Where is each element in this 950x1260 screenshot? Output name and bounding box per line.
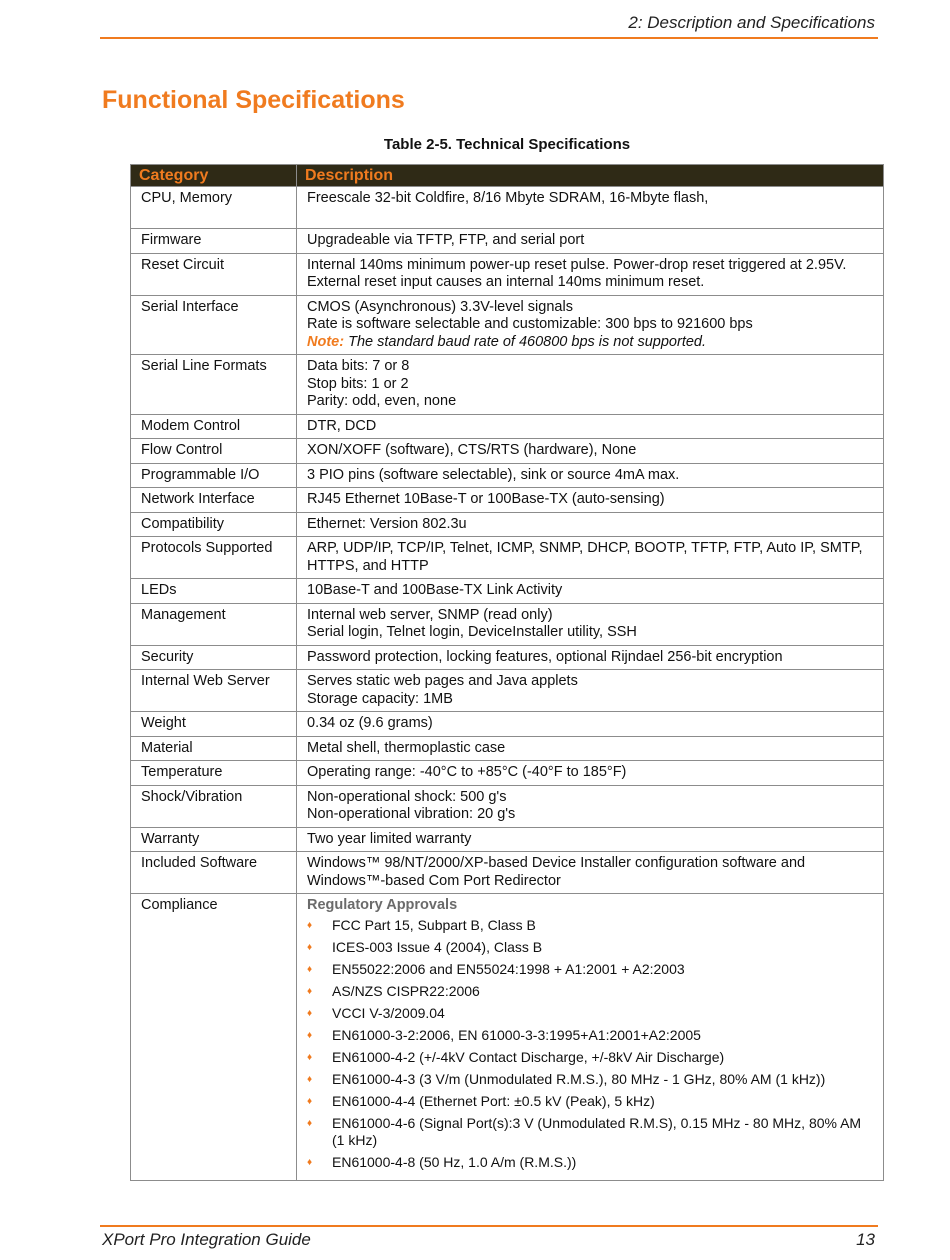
- description-cell: [297, 355, 884, 415]
- category-cell: Compatibility: [131, 512, 297, 537]
- list-item-text: AS/NZS CISPR22:2006: [332, 982, 480, 999]
- list-item-text: EN61000-3-2:2006, EN 61000-3-3:1995+A1:2001+A2:2005: [332, 1026, 701, 1043]
- diamond-bullet-icon: ♦: [307, 1029, 313, 1041]
- specifications-table: [130, 164, 884, 1181]
- description-cell: [297, 761, 884, 786]
- table-row-compliance: [131, 894, 884, 1181]
- category-cell: Security: [131, 645, 297, 670]
- description-cell: [297, 187, 884, 229]
- description-cell: [297, 488, 884, 513]
- diamond-bullet-icon: ♦: [307, 919, 313, 931]
- table-row: [131, 187, 884, 229]
- list-item: [307, 1093, 873, 1111]
- category-cell: Shock/Vibration: [131, 785, 297, 827]
- description-cell: [297, 827, 884, 852]
- category-cell: Reset Circuit: [131, 253, 297, 295]
- description-line: Non-operational vibration: 20 g's: [307, 806, 516, 822]
- description-line: Storage capacity: 1MB: [307, 690, 453, 707]
- description-cell: [297, 229, 884, 254]
- description-cell: [297, 894, 884, 1181]
- diamond-bullet-icon: ♦: [307, 1117, 313, 1129]
- table-header-row: [131, 165, 884, 187]
- table-row: [131, 229, 884, 254]
- list-item-text: EN55022:2006 and EN55024:1998 + A1:2001 + A2:2003: [332, 960, 685, 977]
- table-row: [131, 852, 884, 894]
- list-item: [307, 983, 873, 1001]
- description-line: XON/XOFF (software), CTS/RTS (hardware), None: [307, 442, 637, 458]
- description-line: Serial login, Telnet login, DeviceInstaller utility, SSH: [307, 624, 637, 640]
- diamond-bullet-icon: ♦: [307, 1157, 313, 1168]
- category-cell: Flow Control: [131, 439, 297, 464]
- diamond-bullet-icon: ♦: [307, 1095, 313, 1107]
- column-header-category: Category: [131, 165, 297, 187]
- category-cell: Included Software: [131, 852, 297, 894]
- description-line: [307, 208, 873, 226]
- category-cell: Internal Web Server: [131, 670, 297, 712]
- description-cell: [297, 852, 884, 894]
- description-cell: [297, 512, 884, 537]
- list-item-text: EN61000-4-4 (Ethernet Port: ±0.5 kV (Peak), 5 kHz): [332, 1092, 655, 1109]
- category-cell: Management: [131, 603, 297, 645]
- category-cell: Warranty: [131, 827, 297, 852]
- description-cell: [297, 670, 884, 712]
- description-line: Ethernet: Version 802.3u: [307, 515, 467, 532]
- header-rule: [100, 37, 878, 39]
- category-cell: Network Interface: [131, 488, 297, 513]
- page-number: 13: [856, 1230, 875, 1249]
- category-cell: LEDs: [131, 579, 297, 604]
- table-row: [131, 712, 884, 737]
- list-item-text: FCC Part 15, Subpart B, Class B: [332, 916, 536, 933]
- table-row: [131, 414, 884, 439]
- list-item: [307, 1049, 873, 1067]
- category-cell: Weight: [131, 712, 297, 737]
- table-row: [131, 488, 884, 513]
- table-row: [131, 761, 884, 786]
- category-cell: CPU, Memory: [131, 187, 297, 229]
- description-cell: [297, 295, 884, 355]
- description-line: Rate is software selectable and customizable: 300 bps to 921600 bps: [307, 316, 753, 332]
- description-cell: [297, 414, 884, 439]
- description-cell: [297, 712, 884, 737]
- description-line: Non-operational shock: 500 g's: [307, 788, 507, 805]
- list-item-text: EN61000-4-6 (Signal Port(s):3 V (Unmodulated R.M.S), 0.15 MHz - 80 MHz, 80% AM (1 kHz): [332, 1114, 862, 1148]
- list-item: [307, 1154, 873, 1172]
- diamond-bullet-icon: ♦: [307, 985, 313, 997]
- description-cell: [297, 579, 884, 604]
- table-row: [131, 355, 884, 415]
- description-line: CMOS (Asynchronous) 3.3V-level signals: [307, 298, 573, 315]
- description-line: Windows™ 98/NT/2000/XP-based Device Installer configuration software and Windows™-based Com Port Redirector: [307, 855, 806, 889]
- diamond-bullet-icon: ♦: [307, 1073, 313, 1085]
- list-item: [307, 961, 873, 979]
- description-line: Password protection, locking features, optional Rijndael 256-bit encryption: [307, 648, 783, 665]
- description-line: Two year limited warranty: [307, 830, 472, 847]
- list-item-text: EN61000-4-3 (3 V/m (Unmodulated R.M.S.), 80 MHz - 1 GHz, 80% AM (1 kHz)): [332, 1070, 826, 1087]
- list-item-text: EN61000-4-2 (+/-4kV Contact Discharge, +/-8kV Air Discharge): [332, 1048, 725, 1065]
- table-row: [131, 670, 884, 712]
- footer-title: XPort Pro Integration Guide: [102, 1230, 311, 1249]
- list-item: [307, 1005, 873, 1023]
- table-row: [131, 736, 884, 761]
- regulatory-approvals-list: [307, 917, 873, 1172]
- description-line: Internal 140ms minimum power-up reset pulse. Power-drop reset triggered at 2.95V. External reset input causes an internal 140ms minimum reset.: [307, 256, 847, 290]
- running-header: 2: Description and Specifications: [628, 13, 875, 32]
- description-line: ARP, UDP/IP, TCP/IP, Telnet, ICMP, SNMP, DHCP, BOOTP, TFTP, FTP, Auto IP, SMTP, HTTPS, and HTTP: [307, 540, 863, 574]
- category-cell: Protocols Supported: [131, 537, 297, 579]
- description-line: Operating range: -40°C to +85°C (-40°F to 185°F): [307, 764, 627, 780]
- list-item-text: VCCI V-3/2009.04: [332, 1004, 445, 1021]
- description-cell: [297, 645, 884, 670]
- description-cell: [297, 736, 884, 761]
- list-item: [307, 1071, 873, 1089]
- description-line: Parity: odd, even, none: [307, 393, 457, 409]
- list-item: [307, 1115, 873, 1150]
- table-row: [131, 603, 884, 645]
- category-cell: Material: [131, 736, 297, 761]
- description-cell: [297, 785, 884, 827]
- table-row: [131, 253, 884, 295]
- description-line: Upgradeable via TFTP, FTP, and serial port: [307, 232, 585, 248]
- description-cell: [297, 439, 884, 464]
- footer-rule: [100, 1225, 878, 1227]
- list-item: [307, 939, 873, 957]
- table-body: [131, 187, 884, 1181]
- section-title: Functional Specifications: [102, 86, 405, 114]
- description-line: 0.34 oz (9.6 grams): [307, 715, 433, 731]
- description-cell: [297, 537, 884, 579]
- diamond-bullet-icon: ♦: [307, 1051, 313, 1063]
- category-cell: Programmable I/O: [131, 463, 297, 488]
- note-line: [307, 334, 873, 352]
- table-row: [131, 827, 884, 852]
- category-cell: Modem Control: [131, 414, 297, 439]
- diamond-bullet-icon: ♦: [307, 963, 313, 975]
- table-row: [131, 785, 884, 827]
- description-cell: [297, 253, 884, 295]
- column-header-description: Description: [297, 165, 884, 187]
- description-line: 10Base-T and 100Base-TX Link Activity: [307, 582, 563, 598]
- note-text: The standard baud rate of 460800 bps is not supported.: [344, 333, 707, 350]
- note-label: Note:: [307, 333, 345, 350]
- diamond-bullet-icon: ♦: [307, 941, 313, 953]
- diamond-bullet-icon: ♦: [307, 1007, 313, 1019]
- list-item-text: EN61000-4-8 (50 Hz, 1.0 A/m (R.M.S.)): [332, 1154, 577, 1170]
- category-cell: Firmware: [131, 229, 297, 254]
- list-item: [307, 1027, 873, 1045]
- list-item: [307, 917, 873, 935]
- table-row: [131, 537, 884, 579]
- description-line: RJ45 Ethernet 10Base-T or 100Base-TX (auto-sensing): [307, 491, 665, 507]
- description-line: Metal shell, thermoplastic case: [307, 739, 506, 756]
- description-cell: [297, 603, 884, 645]
- table-row: [131, 295, 884, 355]
- description-line: Internal web server, SNMP (read only): [307, 606, 553, 623]
- description-cell: [297, 463, 884, 488]
- regulatory-approvals-heading: Regulatory Approvals: [307, 897, 458, 913]
- description-line: Stop bits: 1 or 2: [307, 375, 409, 392]
- description-line: 3 PIO pins (software selectable), sink or source 4mA max.: [307, 466, 680, 483]
- description-line: Data bits: 7 or 8: [307, 358, 410, 374]
- category-cell: Temperature: [131, 761, 297, 786]
- table-caption: Table 2-5. Technical Specifications: [383, 136, 631, 153]
- category-cell: Serial Line Formats: [131, 355, 297, 415]
- category-cell: Serial Interface: [131, 295, 297, 355]
- table-row: [131, 579, 884, 604]
- table-row: [131, 439, 884, 464]
- table-row: [131, 645, 884, 670]
- list-item-text: ICES-003 Issue 4 (2004), Class B: [332, 938, 543, 955]
- table-row: [131, 463, 884, 488]
- description-line: DTR, DCD: [307, 417, 377, 434]
- table-row: [131, 512, 884, 537]
- description-line: Freescale 32-bit Coldfire, 8/16 Mbyte SDRAM, 16-Mbyte flash,: [307, 190, 709, 206]
- description-line: Serves static web pages and Java applets: [307, 673, 578, 689]
- category-cell: Compliance: [131, 894, 297, 1181]
